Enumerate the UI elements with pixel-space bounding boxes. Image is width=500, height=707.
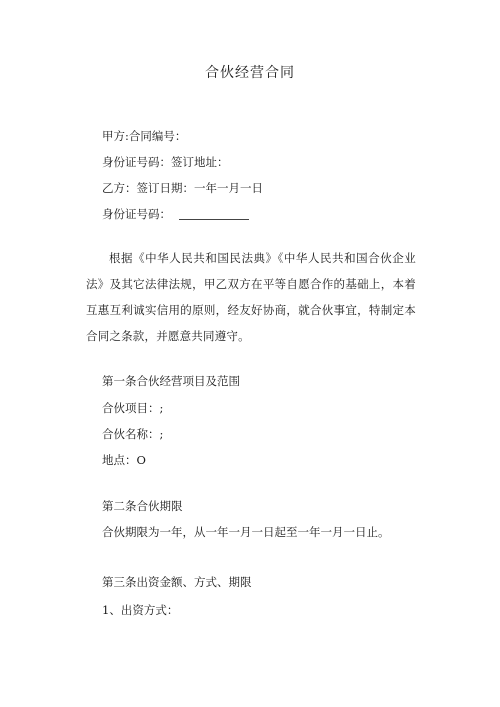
id-number-label: 身份证号码： (102, 207, 171, 221)
article1-location: 地点：O (102, 453, 146, 467)
id-number-line (102, 206, 249, 222)
article2-heading: 第二条合伙期限 (102, 499, 183, 513)
id-number-blank (179, 219, 249, 220)
article2-term: 合伙期限为一年，从一年一月一日起至一年一月一日止。 (102, 525, 390, 539)
article1-heading: 第一条合伙经营项目及范围 (102, 374, 240, 388)
document-title: 合伙经营合同 (205, 65, 295, 81)
preamble-paragraph: 根据《中华人民共和国民法典》《中华人民共和国合伙企业法》及其它法律法规，甲乙双方在平等自愿合作的基础上，本着互惠互利诚实信用的原则，经友好协商，就合伙事宜，特制定本合同之条款，并愿意共同遵守。 (86, 251, 416, 343)
article3-heading: 第三条出资金额、方式、期限 (102, 575, 252, 589)
party-a-line: 甲方:合同编号： (102, 129, 187, 143)
article1-name: 合伙名称：; (102, 427, 164, 441)
id-sign-address-line: 身份证号码：签订地址： (102, 155, 229, 169)
article3-item1: 1、出资方式： (102, 603, 179, 617)
party-b-line: 乙方：签订日期：一年一月一日 (102, 181, 263, 195)
article1-project: 合伙项目：; (102, 401, 164, 415)
